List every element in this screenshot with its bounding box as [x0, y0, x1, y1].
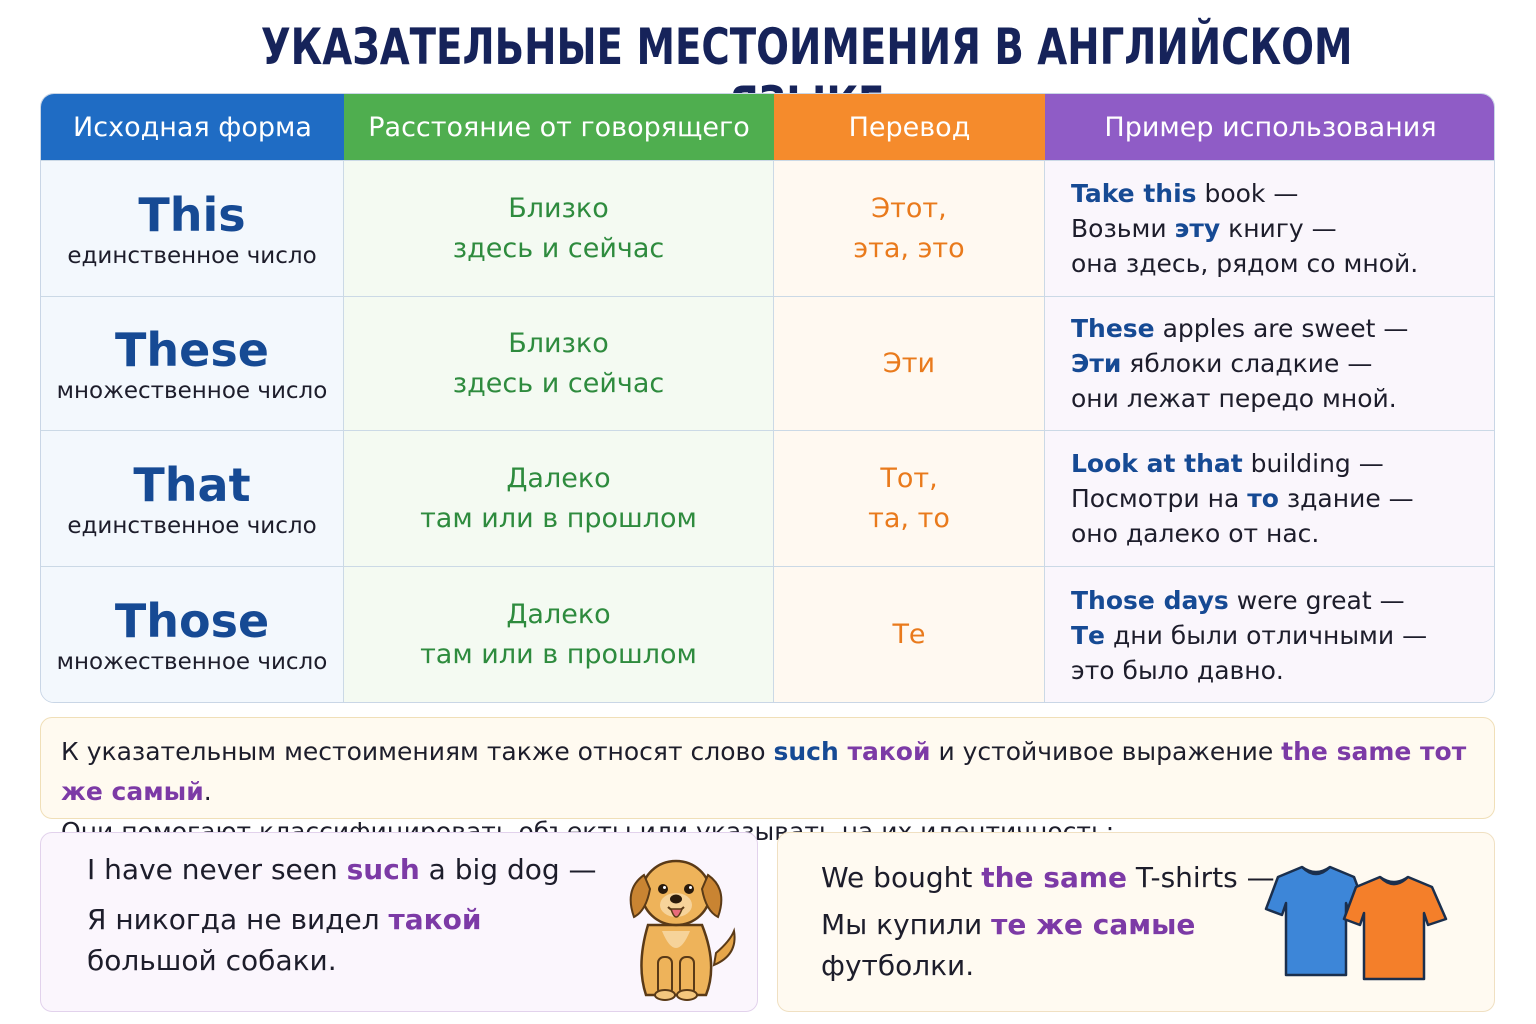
plain-text: это было давно.	[1071, 655, 1284, 685]
cell-example	[1045, 566, 1495, 703]
example-line	[1071, 176, 1298, 211]
highlight-blue: such	[773, 737, 839, 766]
example-card-the-same	[777, 832, 1495, 1012]
dog-illustration	[606, 845, 746, 1005]
pronoun-table	[40, 93, 1495, 703]
plain-text: were great —	[1228, 585, 1405, 615]
plain-text: оно далеко от нас.	[1071, 519, 1320, 548]
plain-text: T-shirts —	[1127, 861, 1275, 894]
example-line	[1071, 346, 1372, 381]
translation-line-1: Эти	[882, 347, 936, 379]
grammatical-number: множественное число	[56, 377, 328, 404]
plain-text: большой собаки.	[87, 944, 337, 977]
distance-detail: там или в прошлом	[420, 502, 697, 534]
translation-line-1: Тот,	[880, 462, 938, 494]
distance-label: Далеко	[506, 462, 611, 494]
highlight-blue: Those days	[1071, 585, 1229, 615]
same-line-2	[821, 908, 1195, 941]
cell-example	[1045, 430, 1495, 566]
pronoun-word: That	[133, 457, 251, 512]
header-distance: Расстояние от говорящего	[344, 94, 774, 160]
cell-translation	[774, 296, 1045, 430]
highlight-blue: These	[1071, 314, 1155, 343]
example-line	[1071, 246, 1418, 281]
plain-text: Возьми	[1071, 214, 1175, 243]
highlight-blue: Look at that	[1071, 449, 1243, 478]
note-line-1	[61, 732, 1474, 812]
cell-form	[41, 296, 344, 430]
grammatical-number: множественное число	[56, 649, 328, 675]
cell-form	[41, 566, 344, 703]
distance-label: Далеко	[506, 599, 611, 630]
pronoun-word: This	[138, 187, 246, 242]
example-line	[1071, 481, 1414, 516]
example-line	[1071, 653, 1284, 688]
tshirts-illustration	[1256, 863, 1456, 983]
highlight-purple: such	[346, 853, 420, 886]
cell-distance	[344, 296, 774, 430]
highlight-purple: такой	[388, 903, 482, 936]
grammatical-number: единственное число	[67, 512, 317, 539]
cell-example	[1045, 160, 1495, 296]
plain-text: apples are sweet —	[1154, 314, 1409, 343]
page-title: УКАЗАТЕЛЬНЫЕ МЕСТОИМЕНИЯ В АНГЛИЙСКОМ	[260, 18, 1353, 76]
such-line-2	[87, 903, 482, 936]
header-source-form: Исходная форма	[41, 94, 344, 160]
table-grid	[41, 94, 1494, 702]
same-line-1	[821, 861, 1275, 894]
plain-text: яблоки сладкие —	[1121, 349, 1373, 378]
distance-detail: там или в прошлом	[420, 639, 697, 670]
translation-line-2: та, то	[868, 502, 950, 534]
header-example: Пример использования	[1045, 94, 1495, 160]
plain-text: К указательным местоимениям также относят слово	[61, 737, 774, 766]
plain-text: дни были отличными —	[1105, 620, 1428, 650]
cell-distance	[344, 160, 774, 296]
example-card-such	[40, 832, 758, 1012]
translation-line-1: Те	[892, 619, 926, 650]
highlight-purple: те же самые	[991, 908, 1196, 941]
highlight-purple: the same	[981, 861, 1128, 894]
translation-line-1: Этот,	[871, 192, 947, 224]
example-line	[1071, 516, 1319, 551]
cell-form	[41, 430, 344, 566]
distance-label: Близко	[508, 327, 609, 359]
pronoun-word: Those	[114, 594, 270, 648]
note-box	[40, 717, 1495, 846]
plain-text: книгу —	[1220, 214, 1337, 243]
plain-text: building —	[1242, 449, 1384, 478]
plain-text: здание —	[1278, 484, 1414, 513]
highlight-blue: Эти	[1071, 349, 1122, 378]
example-line	[1071, 446, 1384, 481]
cell-form	[41, 160, 344, 296]
plain-text: book —	[1196, 179, 1299, 208]
highlight-blue: то	[1247, 484, 1279, 513]
plain-text: и устойчивое выражение	[930, 737, 1282, 766]
highlight-blue: эту	[1174, 214, 1221, 243]
plain-text: Посмотри на	[1071, 484, 1248, 513]
header-translation: Перевод	[774, 94, 1045, 160]
highlight-blue: Take this	[1071, 179, 1197, 208]
highlight-blue: Те	[1071, 620, 1106, 650]
highlight-purple: the same	[1281, 737, 1412, 766]
cell-translation	[774, 566, 1045, 703]
plain-text: I have never seen	[87, 853, 347, 886]
distance-detail: здесь и сейчас	[452, 232, 665, 264]
plain-text: .	[203, 777, 212, 806]
cell-translation	[774, 160, 1045, 296]
such-line-1	[87, 853, 597, 886]
plain-text: Я никогда не видел	[87, 903, 389, 936]
plain-text: указывать	[696, 817, 834, 846]
plain-text: We bought	[821, 861, 982, 894]
cell-translation	[774, 430, 1045, 566]
plain-text: она здесь, рядом со мной.	[1071, 249, 1419, 278]
cell-distance	[344, 566, 774, 703]
grammatical-number: единственное число	[67, 242, 317, 269]
distance-detail: здесь и сейчас	[452, 367, 665, 399]
example-line	[1071, 583, 1405, 618]
translation-line-2: эта, это	[853, 232, 965, 264]
plain-text: a big dog —	[419, 853, 597, 886]
distance-label: Близко	[508, 192, 609, 224]
plain-text: футболки.	[821, 949, 975, 982]
example-line	[1071, 381, 1397, 416]
highlight-purple: такой	[838, 737, 931, 766]
example-line	[1071, 618, 1427, 653]
same-line-3	[821, 949, 974, 982]
plain-text: Мы купили	[821, 908, 992, 941]
cell-distance	[344, 430, 774, 566]
example-line	[1071, 311, 1408, 346]
highlight-purple: тот же самый	[61, 737, 1467, 806]
cell-example	[1045, 296, 1495, 430]
such-line-3	[87, 944, 337, 977]
pronoun-word: These	[115, 322, 269, 377]
plain-text: они лежат передо мной.	[1071, 384, 1397, 413]
example-line	[1071, 211, 1337, 246]
